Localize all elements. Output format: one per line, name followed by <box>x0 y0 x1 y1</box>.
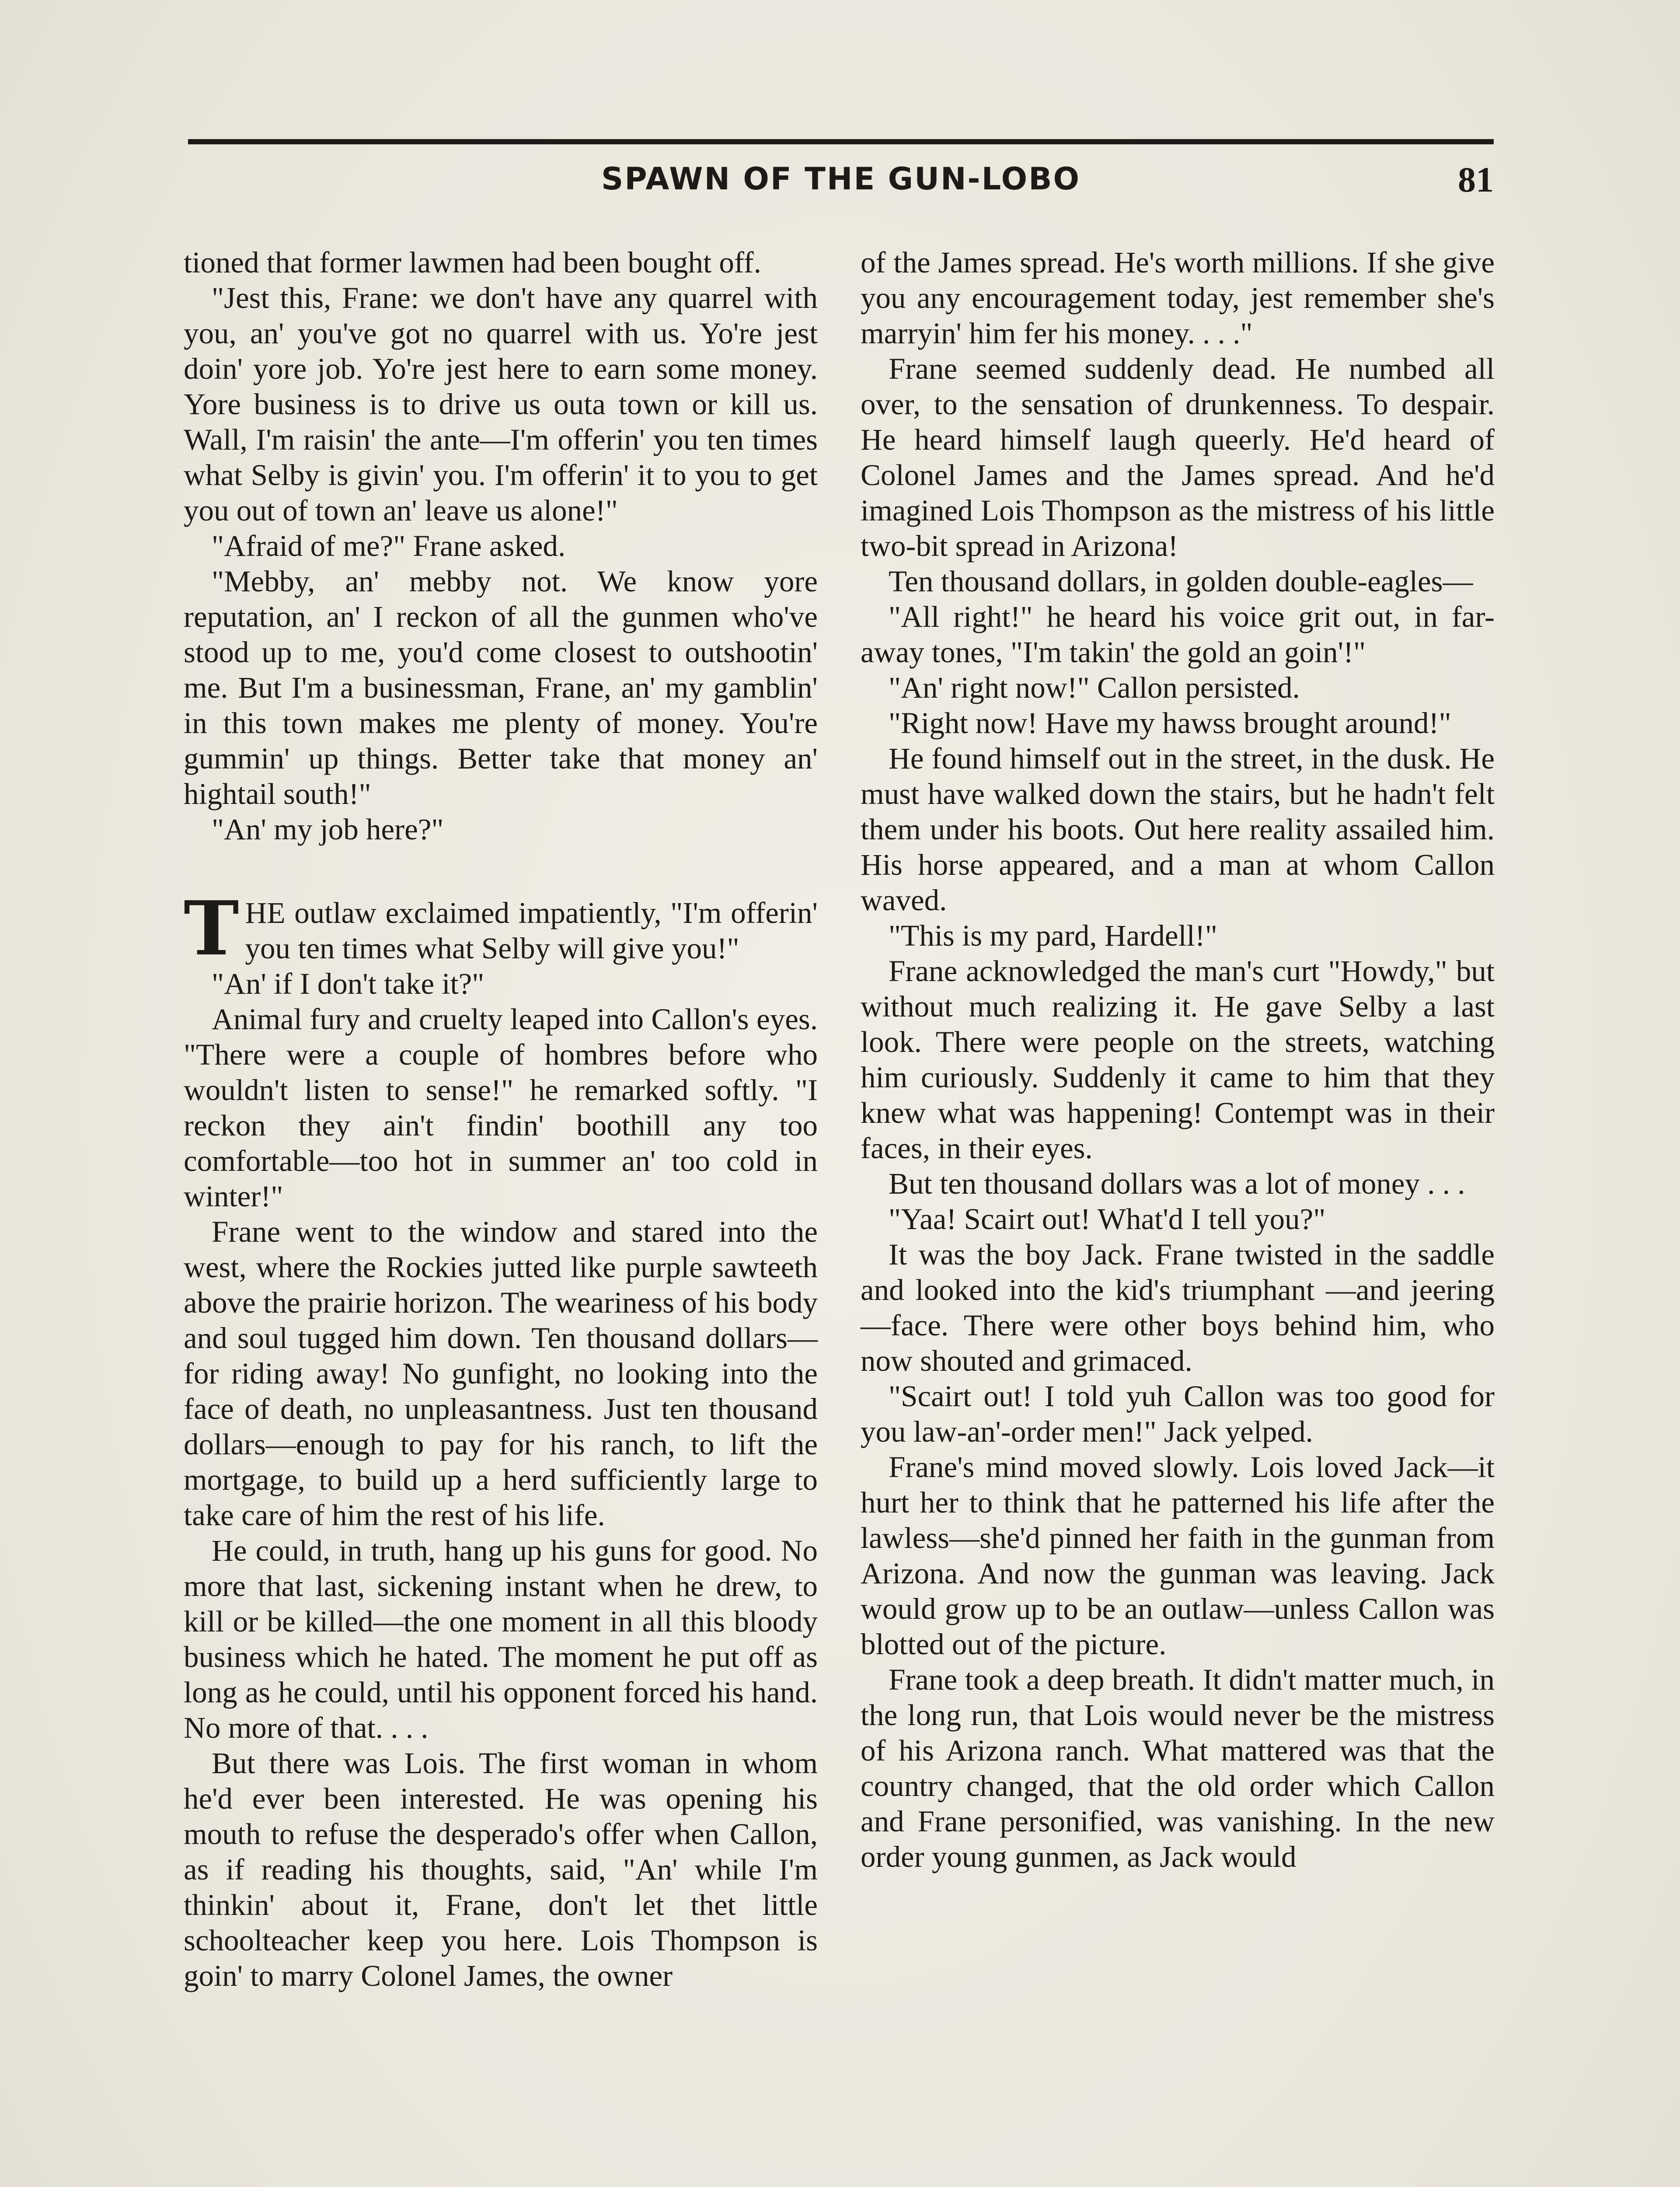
paragraph: He found himself out in the street, in the dusk. He must have walked down the stairs, but he hadn't felt them under his boots. Out here reality assailed him. His horse appeared, and a man at whom Callon waved. <box>861 742 1495 917</box>
paragraph: Frane seemed suddenly dead. He numbed all over, to the sensation of drunkenness. To despair. He heard himself laugh queerly. He'd heard of Colonel James and the James spread. And he'd imagined Lois Thompson as the mistress of his little two-bit spread in Arizona! <box>861 352 1495 562</box>
paragraph: But there was Lois. The first woman in whom he'd ever been interested. He was opening his mouth to refuse the desperado's offer when Callon, as if reading his thoughts, said, "An' while I'm thinkin' about it, Frane, don't let thet little schoolteacher keep you here. Lois Thompson is goin' to marry Colonel James, the owner <box>184 1747 818 1992</box>
paragraph: "This is my pard, Hardell!" <box>889 919 1217 952</box>
right-column <box>861 245 1495 1875</box>
dropcap-paragraph <box>184 885 818 972</box>
paragraph: Frane's mind moved slowly. Lois loved Jack—it hurt her to think that he patterned his life after the lawless—she'd pinned her faith in the gunman from Arizona. And now the gunman was leaving. Jack would grow up to be an outlaw—unless Callon was blotted out of the picture. <box>861 1450 1495 1661</box>
paragraph-text: HE outlaw exclaimed impatiently, "I'm offerin' you ten times what Selby will give you!" <box>245 896 818 965</box>
page-number: 81 <box>1458 160 1494 199</box>
paragraph: He could, in truth, hang up his guns for good. No more that last, sickening instant when he drew, to kill or be killed—the one moment in all this bloody business which he hated. The moment he put off as long as he could, until his opponent forced his hand. No more of that. . . . <box>184 1534 818 1744</box>
paragraph: "An' my job here?" <box>212 813 444 846</box>
paragraph: of the James spread. He's worth millions. If she give you any encouragement today, jest remember she's marryin' him fer his money. . . ." <box>861 246 1495 350</box>
paragraph: But ten thousand dollars was a lot of money . . . <box>889 1167 1465 1200</box>
paragraph: Frane went to the window and stared into the west, where the Rockies jutted like purple sawteeth above the prairie horizon. The weariness of his body and soul tugged him down. Ten thousand dollars—for riding away! No gunfight, no looking into the face of death, no unpleasantness. Just ten thousand dollars—enough to pay for his ranch, to lift the mortgage, to build up a herd sufficiently large to take care of him the rest of his life. <box>184 1215 818 1532</box>
paragraph: "Right now! Have my hawss brought around!" <box>889 706 1451 740</box>
paragraph: "An' right now!" Callon persisted. <box>889 671 1300 704</box>
paragraph: "Yaa! Scairt out! What'd I tell you?" <box>889 1202 1326 1236</box>
paragraph: "Scairt out! I told yuh Callon was too good for you law-an'-order men!" Jack yelped. <box>861 1380 1495 1448</box>
section-break <box>184 847 818 895</box>
paragraph: Ten thousand dollars, in golden double-eagles— <box>889 565 1473 598</box>
page-header <box>188 139 1494 210</box>
paragraph: "Jest this, Frane: we don't have any quarrel with you, an' you've got no quarrel with us. Yo're jest doin' yore job. Yo're jest here to earn some money. Yore business is to drive us outa town or kill us. Wall, I'm raisin' the ante—I'm offerin' you ten times what Selby is givin' you. I'm offerin' it to you to get you out of town an' leave us alone!" <box>184 281 818 527</box>
paragraph: tioned that former lawmen had been bought off. <box>184 246 761 279</box>
paragraph: It was the boy Jack. Frane twisted in the saddle and looked into the kid's triumphant —and jeering—face. There were other boys behind him, who now shouted and grimaced. <box>861 1238 1495 1377</box>
paragraph: Animal fury and cruelty leaped into Callon's eyes. "There were a couple of hombres before who wouldn't listen to sense!" he remarked softly. "I reckon they ain't findin' boothill any too comfortable—too hot in summer an' too cold in winter!" <box>184 1003 818 1213</box>
drop-cap: T <box>184 885 239 972</box>
paragraph: "Mebby, an' mebby not. We know yore reputation, an' I reckon of all the gunmen who've stood up to me, you'd come closest to outshootin' me. But I'm a businessman, Frane, an' my gamblin' in this town makes me plenty of money. You're gummin' up things. Better take that money an' hightail south!" <box>184 565 818 811</box>
paragraph: Frane took a deep breath. It didn't matter much, in the long run, that Lois would never be the mistress of his Arizona ranch. What mattered was that the country changed, that the old order which Callon and Frane personified, was vanishing. In the new order young gunmen, as Jack would <box>861 1663 1495 1873</box>
story-title: SPAWN OF THE GUN-LOBO <box>601 161 1081 197</box>
paragraph: Frane acknowledged the man's curt "Howdy," but without much realizing it. He gave Selby a last look. There were people on the streets, watching him curiously. Suddenly it came to him that they knew what was happening! Contempt was in their faces, in their eyes. <box>861 954 1495 1165</box>
left-column <box>184 245 818 1994</box>
paragraph: "Afraid of me?" Frane asked. <box>212 529 566 562</box>
paragraph: "An' if I don't take it?" <box>212 967 484 1000</box>
paragraph: "All right!" he heard his voice grit out, in far-away tones, "I'm takin' the gold an goin'!" <box>861 600 1495 669</box>
